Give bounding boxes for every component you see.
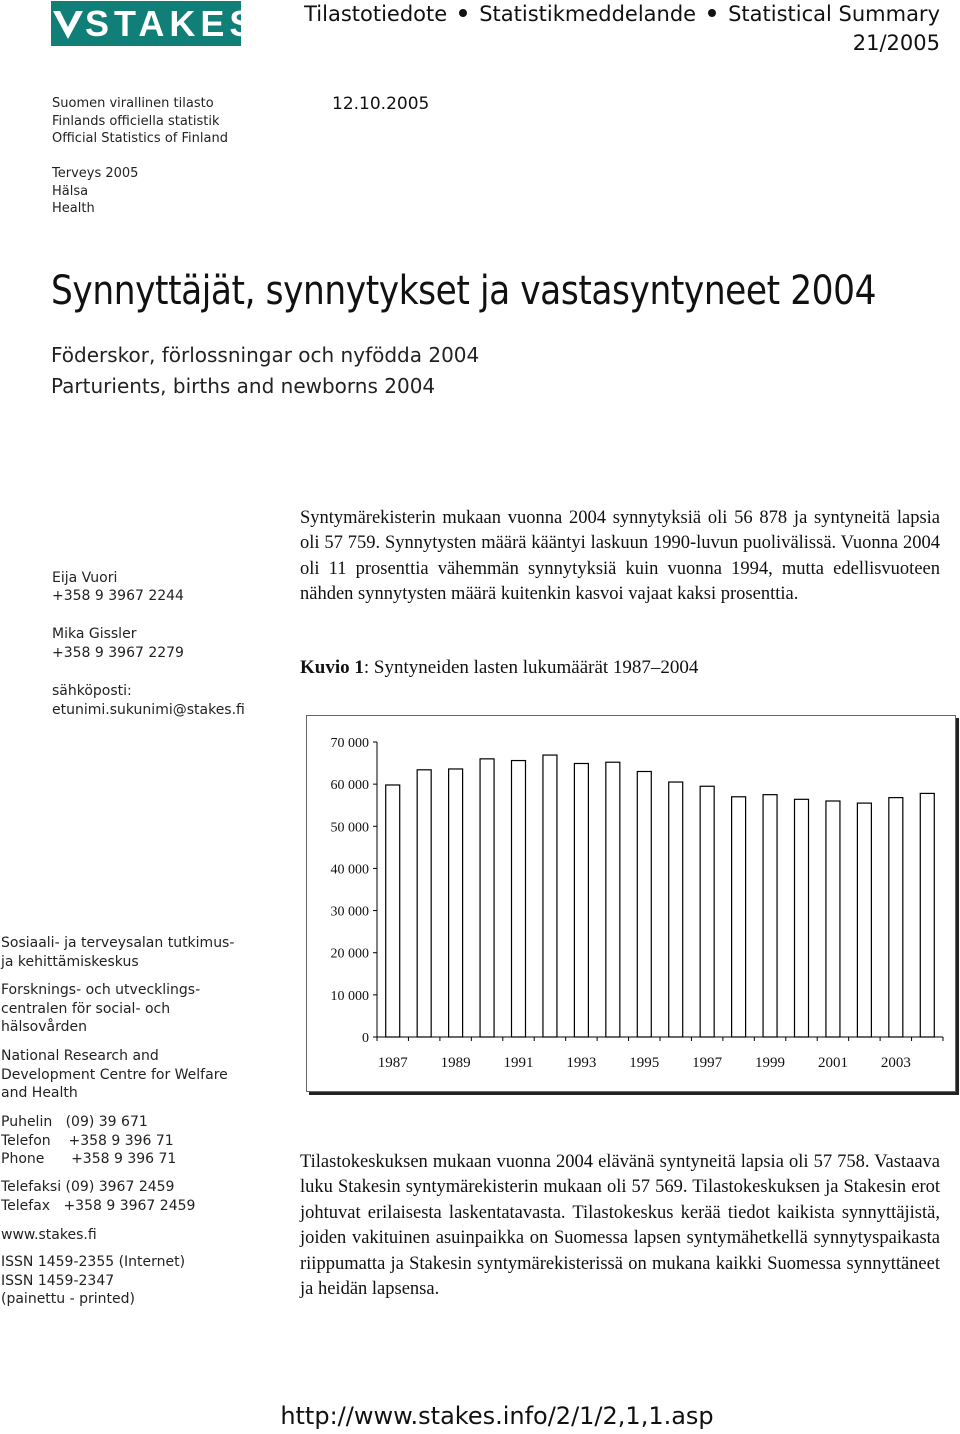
y-tick-label: 0 (362, 1031, 369, 1046)
bar-2002 (857, 803, 871, 1037)
org-sv-line-3: hälsovården (1, 1019, 87, 1035)
contact-name-1: Eija Vuori (52, 570, 118, 586)
series-sv: Statistikmeddelande (479, 2, 697, 26)
births-bar-chart (307, 716, 955, 1091)
chart-frame (306, 715, 956, 1092)
figure-label: Kuvio 1 (300, 657, 364, 678)
x-tick-label: 1987 (377, 1055, 408, 1071)
page-title: Synnyttäjät, synnytykset ja vastasyntyneet 2004 (51, 268, 877, 314)
subtitle-en: Parturients, births and newborns 2004 (51, 374, 436, 398)
bar-1992 (543, 755, 557, 1037)
org-sv-line-2: centralen för social- och (1, 1000, 171, 1017)
phone-row-sv (1, 1132, 176, 1151)
org-sv-line-1: Forsknings- och utvecklings- (1, 982, 201, 998)
y-tick-label: 70 000 (330, 736, 369, 751)
bar-2003 (889, 798, 903, 1037)
org-fi-line-2: ja kehittämiskeskus (1, 953, 139, 970)
intro-paragraph: Syntymärekisterin mukaan vuonna 2004 synnytyksiä oli 56 878 ja syntyneitä lapsia oli 57 759. Synnytysten määrä kääntyi laskuun 1990-luvun puolivälissä. Vuonna 2004 oli 11 prosenttia vähemmän synnytyksiä kuin vuonna 1994, mutta edellisvuoteen nähden synnytysten määrä kuitenkin kasvoi vajaat kaksi prosenttia. (300, 508, 940, 605)
contact-name-2: Mika Gissler (52, 626, 137, 642)
official-sv: Finlands officiella statistik (52, 113, 220, 129)
official-en: Official Statistics of Finland (52, 131, 228, 146)
issue-number: 21/2005 (852, 31, 940, 55)
x-tick-label: 1999 (755, 1055, 786, 1071)
bar-1987 (386, 785, 400, 1037)
topic-en: Health (52, 201, 95, 216)
issn-note: (painettu - printed) (1, 1291, 135, 1307)
x-tick-label: 2003 (880, 1055, 911, 1071)
org-en-line-3: and Health (1, 1085, 78, 1101)
org-name-sv (1, 981, 200, 1037)
bar-1996 (669, 782, 683, 1037)
org-name-fi (1, 934, 234, 971)
y-tick-label: 30 000 (330, 904, 369, 920)
issn-printed: ISSN 1459-2347 (1, 1272, 115, 1289)
email-link[interactable]: etunimi.sukunimi@stakes.fi (52, 702, 245, 718)
telefax-label: Telefax (1, 1197, 51, 1214)
stakes-logo (51, 1, 259, 46)
x-tick-label: 1997 (692, 1055, 723, 1071)
bar-1991 (512, 761, 526, 1037)
y-tick-label: 10 000 (330, 988, 369, 1004)
bar-1997 (700, 786, 714, 1037)
official-statistics (52, 95, 228, 148)
series-en: Statistical Summary (728, 2, 940, 26)
telefon-label: Telefon (1, 1132, 51, 1149)
issn-internet: ISSN 1459-2355 (Internet) (1, 1254, 186, 1270)
bar-2004 (920, 793, 934, 1037)
footer-url[interactable]: http://www.stakes.info/2/1/2,1,1.asp (280, 1402, 714, 1430)
puhelin-label: Puhelin (1, 1114, 53, 1130)
x-tick-label: 1995 (629, 1055, 660, 1071)
bar-2001 (826, 801, 840, 1037)
figure-caption-text: : Syntyneiden lasten lukumäärät 1987–2004 (363, 657, 699, 678)
bar-1993 (574, 763, 588, 1037)
stakes-v-icon (51, 1, 85, 46)
contact-phone-1: +358 9 3967 2244 (52, 588, 184, 604)
puhelin-value: (09) 39 671 (65, 1114, 148, 1130)
subtitle-sv: Föderskor, förlossningar och nyfödda 2004 (51, 343, 480, 367)
bar-1989 (449, 769, 463, 1037)
website-link[interactable]: www.stakes.fi (1, 1227, 97, 1243)
bullet-icon (459, 9, 467, 17)
phone-row-fi (1, 1113, 176, 1132)
telefaksi-label: Telefaksi (1, 1179, 62, 1195)
phone-row-en (1, 1150, 176, 1169)
second-paragraph: Tilastokeskuksen mukaan vuonna 2004 elävänä syntyneitä lapsia oli 57 758. Vastaava luku Stakesin syntymärekisterin mukaan oli 57 569. Tilastokeskuksen ja Stakesin erot johtuvat erilaisesta laskentatavasta. Tilastokeskus kerää tiedot kaikista synnyttäjistä, joiden vakituinen asuinpaikka on Suomessa lapsen syntymähetkellä synnytyspaikasta riippumatta ja Stakesin syntymärekisterissä on mukana kaikki Suomessa synnyttäneet ja heidän lapsensa. (300, 1152, 940, 1300)
x-tick-label: 1993 (566, 1055, 597, 1071)
publication-series (304, 2, 940, 26)
figure-caption (300, 657, 698, 679)
topic-block (52, 165, 138, 218)
topic-fi: Terveys 2005 (52, 166, 139, 181)
fax-row-sv (1, 1197, 195, 1216)
y-tick-label: 50 000 (330, 820, 369, 836)
bar-1998 (732, 797, 746, 1037)
topic-sv: Hälsa (52, 183, 89, 199)
telefaksi-value: (09) 3967 2459 (65, 1179, 175, 1195)
org-name-en (1, 1047, 228, 1103)
x-tick-label: 1989 (440, 1055, 471, 1071)
bar-1988 (417, 770, 431, 1037)
org-en-line-1: National Research and (1, 1048, 159, 1064)
y-tick-label: 20 000 (330, 946, 369, 962)
bar-1999 (763, 795, 777, 1037)
bar-1990 (480, 759, 494, 1037)
bar-1994 (606, 762, 620, 1037)
phone-value: +358 9 396 71 (71, 1151, 177, 1167)
bullet-icon (708, 9, 716, 17)
official-fi: Suomen virallinen tilasto (52, 96, 214, 111)
logo-text: STAKES (85, 3, 259, 44)
y-tick-label: 60 000 (330, 778, 369, 794)
fax-block (1, 1178, 195, 1215)
bar-1995 (637, 772, 651, 1038)
org-fi-line-1: Sosiaali- ja terveysalan tutkimus- (1, 935, 235, 951)
x-tick-label: 2001 (817, 1055, 848, 1071)
bar-2000 (795, 799, 809, 1037)
contact-phone-2: +358 9 3967 2279 (52, 645, 184, 661)
y-tick-label: 40 000 (330, 862, 369, 878)
telefon-value: +358 9 396 71 (68, 1132, 174, 1149)
phone-label: Phone (1, 1151, 45, 1167)
telefax-value: +358 9 3967 2459 (63, 1197, 196, 1214)
issn-block (1, 1253, 185, 1309)
phone-block (1, 1113, 176, 1169)
org-en-line-2: Development Centre for Welfare (1, 1066, 228, 1083)
series-fi: Tilastotiedote (304, 2, 448, 26)
x-tick-label: 1991 (503, 1055, 534, 1071)
publication-date: 12.10.2005 (332, 94, 430, 114)
email-label: sähköposti: (52, 683, 132, 699)
fax-row-fi (1, 1178, 195, 1197)
